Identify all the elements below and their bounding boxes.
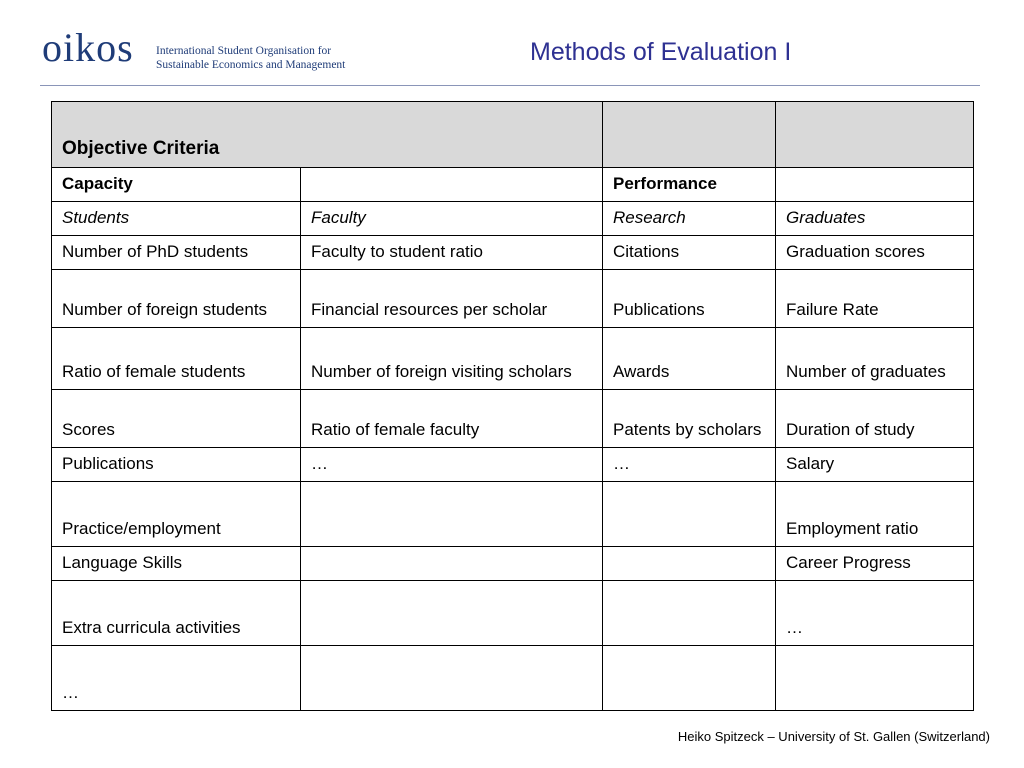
table-row: [52, 390, 974, 448]
table-row: [52, 270, 974, 328]
table-cell: Research: [603, 202, 776, 236]
header-divider: [40, 85, 980, 86]
table-cell: Number of graduates: [776, 328, 974, 390]
table-cell: [301, 482, 603, 547]
table-cell: Performance: [603, 168, 776, 202]
table-row: [52, 236, 974, 270]
table-cell: [301, 646, 603, 711]
table-cell: [776, 168, 974, 202]
table-cell: Students: [52, 202, 301, 236]
table-cell: [603, 482, 776, 547]
table-cell: Citations: [603, 236, 776, 270]
criteria-table: [51, 101, 974, 711]
table-cell: Patents by scholars: [603, 390, 776, 448]
table-cell: Capacity: [52, 168, 301, 202]
slide-header: [0, 0, 1024, 86]
table-cell: …: [52, 646, 301, 711]
table-cell: …: [301, 448, 603, 482]
table-cell: [603, 581, 776, 646]
table-cell: [776, 646, 974, 711]
table-row-groups: [52, 168, 974, 202]
logo-subtitle: [156, 44, 345, 72]
table-cell: Graduates: [776, 202, 974, 236]
table-cell: Duration of study: [776, 390, 974, 448]
table-cell: Salary: [776, 448, 974, 482]
table-cell: …: [603, 448, 776, 482]
table-cell: [301, 168, 603, 202]
table-cell: Extra curricula activities: [52, 581, 301, 646]
table-header-cell: [776, 102, 974, 168]
table-cell: Faculty: [301, 202, 603, 236]
footer-credit: Heiko Spitzeck – University of St. Gallen (Switzerland): [677, 729, 990, 744]
table-cell: Career Progress: [776, 547, 974, 581]
table-cell: Publications: [603, 270, 776, 328]
table-cell: Ratio of female faculty: [301, 390, 603, 448]
table-cell: [603, 646, 776, 711]
table-cell: Ratio of female students: [52, 328, 301, 390]
table-header-row: [52, 102, 974, 168]
table-cell: Number of PhD students: [52, 236, 301, 270]
table-cell: Graduation scores: [776, 236, 974, 270]
table-header-title: Objective Criteria: [52, 102, 603, 168]
slide-title: Methods of Evaluation I: [530, 38, 792, 66]
logo-subtitle-line1: International Student Organisation for: [156, 45, 332, 57]
table-cell: Awards: [603, 328, 776, 390]
logo-subtitle-line2: Sustainable Economics and Management: [156, 59, 346, 71]
table-row: [52, 482, 974, 547]
table-cell: [301, 581, 603, 646]
table-cell: …: [776, 581, 974, 646]
table-cell: Practice/employment: [52, 482, 301, 547]
table-row: [52, 448, 974, 482]
table-cell: Employment ratio: [776, 482, 974, 547]
table-cell: [603, 547, 776, 581]
table-row: [52, 328, 974, 390]
table-row: [52, 581, 974, 646]
table-cell: Failure Rate: [776, 270, 974, 328]
table-row: [52, 547, 974, 581]
table-row: [52, 646, 974, 711]
table-cell: Number of foreign students: [52, 270, 301, 328]
oikos-logo: oikos: [42, 25, 134, 70]
table-cell: Number of foreign visiting scholars: [301, 328, 603, 390]
table-cell: Faculty to student ratio: [301, 236, 603, 270]
table-header-cell: [603, 102, 776, 168]
table-cell: Publications: [52, 448, 301, 482]
table-cell: Language Skills: [52, 547, 301, 581]
table-row-subgroups: [52, 202, 974, 236]
table-cell: [301, 547, 603, 581]
table-cell: Scores: [52, 390, 301, 448]
table-cell: Financial resources per scholar: [301, 270, 603, 328]
